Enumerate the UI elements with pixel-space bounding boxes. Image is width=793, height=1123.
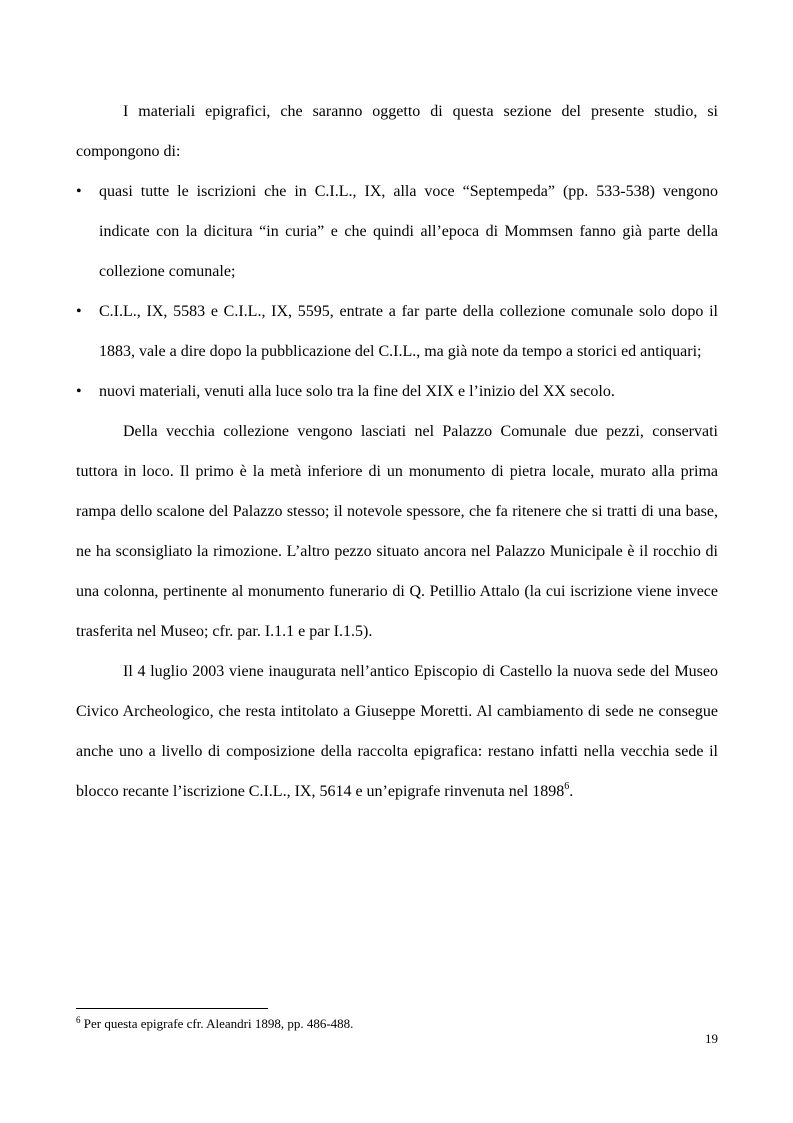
page-number: 19: [705, 1031, 718, 1046]
bullet-icon: •: [76, 383, 82, 400]
third-paragraph-text: Il 4 luglio 2003 viene inaugurata nell’antico Episcopio di Castello la nuova sede del Museo Civico Archeologico, che resta intitolato a Giuseppe Moretti. Al cambiamento di sede ne consegue anche uno a livello di composizione della raccolta epigrafica: restano infatti nella vecchia sede il blocco recante l’iscrizione C.I.L., IX, 5614 e un’epigrafe rinvenuta nel 1898: [76, 663, 718, 800]
list-item-text: quasi tutte le iscrizioni che in C.I.L., IX, alla voce “Septempeda” (pp. 533-538) vengono indicate con la dicitura “in curia” e che quindi all’epoca di Mommsen fanno già parte della collezione comunale;: [99, 183, 718, 280]
list-item: [76, 172, 718, 292]
bullet-list: [76, 172, 718, 412]
bullet-icon: •: [76, 303, 82, 320]
second-paragraph: Della vecchia collezione vengono lasciati nel Palazzo Comunale due pezzi, conservati tuttora in loco. Il primo è la metà inferiore di un monumento di pietra locale, murato alla prima rampa dello scalone del Palazzo stesso; il notevole spessore, che fa ritenere che si tratti di una base, ne ha sconsigliato la rimozione. L’altro pezzo situato ancora nel Palazzo Municipale è il rocchio di una colonna, pertinente al monumento funerario di Q. Petillio Attalo (la cui iscrizione viene invece trasferita nel Museo; cfr. par. I.1.1 e par I.1.5).: [76, 423, 718, 640]
body-text: [76, 92, 718, 812]
list-item-text: C.I.L., IX, 5583 e C.I.L., IX, 5595, entrate a far parte della collezione comunale solo dopo il 1883, vale a dire dopo la pubblicazione del C.I.L., ma già note da tempo a storici ed antiquari;: [99, 303, 718, 360]
list-item: [76, 292, 718, 372]
bullet-icon: •: [76, 183, 82, 200]
footnote: [76, 1015, 718, 1032]
footnote-text: Per questa epigrafe cfr. Aleandri 1898, pp. 486-488.: [80, 1016, 354, 1031]
third-paragraph-end: .: [569, 783, 574, 800]
intro-paragraph: I materiali epigrafici, che saranno oggetto di questa sezione del presente studio, si compongono di:: [76, 103, 718, 160]
footnote-marker: 6: [76, 1015, 81, 1025]
footnote-reference[interactable]: 6: [564, 781, 570, 792]
footnote-divider: [76, 1008, 268, 1009]
list-item-text: nuovi materiali, venuti alla luce solo tra la fine del XIX e l’inizio del XX secolo.: [99, 383, 615, 400]
third-paragraph: [76, 652, 718, 812]
list-item: [76, 372, 718, 412]
